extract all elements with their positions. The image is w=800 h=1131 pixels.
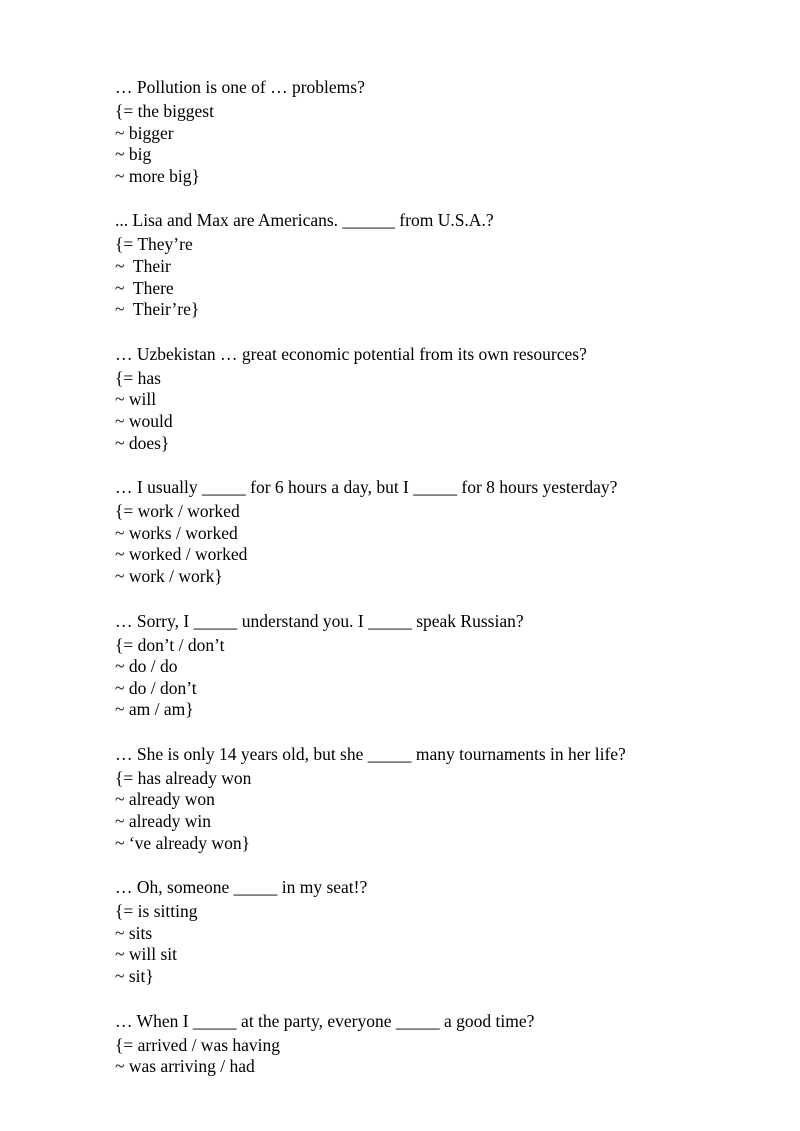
answer-option: ~ There — [115, 277, 174, 298]
answer-option: ~ big — [115, 144, 152, 165]
answer-option: ~ bigger — [115, 122, 174, 143]
answer-option: {= has already won — [115, 767, 252, 788]
answer-option: ~ am / am} — [115, 699, 194, 720]
question-2 — [115, 209, 755, 320]
question-text: … She is only 14 years old, but she _____ many tournaments in her life? — [115, 743, 626, 764]
document-page — [115, 76, 755, 1100]
answer-option: ~ works / worked — [115, 522, 238, 543]
question-text: … Uzbekistan … great economic potential from its own resources? — [115, 343, 587, 364]
answer-option: ~ worked / worked — [115, 544, 248, 565]
question-7 — [115, 876, 755, 987]
answer-option: ~ more big} — [115, 165, 200, 186]
answer-option: {= don’t / don’t — [115, 634, 225, 655]
answer-option: ~ sit} — [115, 966, 154, 987]
question-8 — [115, 1010, 755, 1078]
answer-option: ~ sits — [115, 922, 153, 943]
answer-option: ~ already win — [115, 811, 211, 832]
answer-option: {= has — [115, 367, 161, 388]
answer-option: ~ work / work} — [115, 565, 223, 586]
answer-option: ~ was arriving / had — [115, 1056, 255, 1077]
answer-option: {= They’re — [115, 234, 193, 255]
question-text: ... Lisa and Max are Americans. ______ from U.S.A.? — [115, 210, 494, 231]
answer-option: ~ do / do — [115, 656, 178, 677]
question-3 — [115, 343, 755, 454]
question-text: … Oh, someone _____ in my seat!? — [115, 877, 368, 898]
question-1 — [115, 76, 755, 187]
answer-option: ~ Their’re} — [115, 299, 200, 320]
answer-option: ~ does} — [115, 432, 170, 453]
answer-option: ~ ‘ve already won} — [115, 832, 250, 853]
answer-option: {= is sitting — [115, 901, 198, 922]
answer-option: {= arrived / was having — [115, 1034, 281, 1055]
question-5 — [115, 610, 755, 721]
question-text: … I usually _____ for 6 hours a day, but I _____ for 8 hours yesterday? — [115, 477, 618, 498]
answer-option: ~ Their — [115, 255, 171, 276]
answer-option: {= the biggest — [115, 101, 214, 121]
question-4 — [115, 476, 755, 587]
answer-option: ~ will sit — [115, 944, 177, 965]
answer-option: ~ do / don’t — [115, 677, 197, 698]
answer-option: ~ will — [115, 389, 157, 410]
question-text: … When I _____ at the party, everyone _____ a good time? — [115, 1010, 535, 1031]
answer-option: {= work / worked — [115, 501, 240, 522]
answer-option: ~ would — [115, 410, 173, 431]
question-6 — [115, 743, 755, 854]
answer-option: ~ already won — [115, 789, 215, 810]
question-text: … Pollution is one of … problems? — [115, 77, 365, 97]
question-text: … Sorry, I _____ understand you. I _____ speak Russian? — [115, 610, 524, 631]
